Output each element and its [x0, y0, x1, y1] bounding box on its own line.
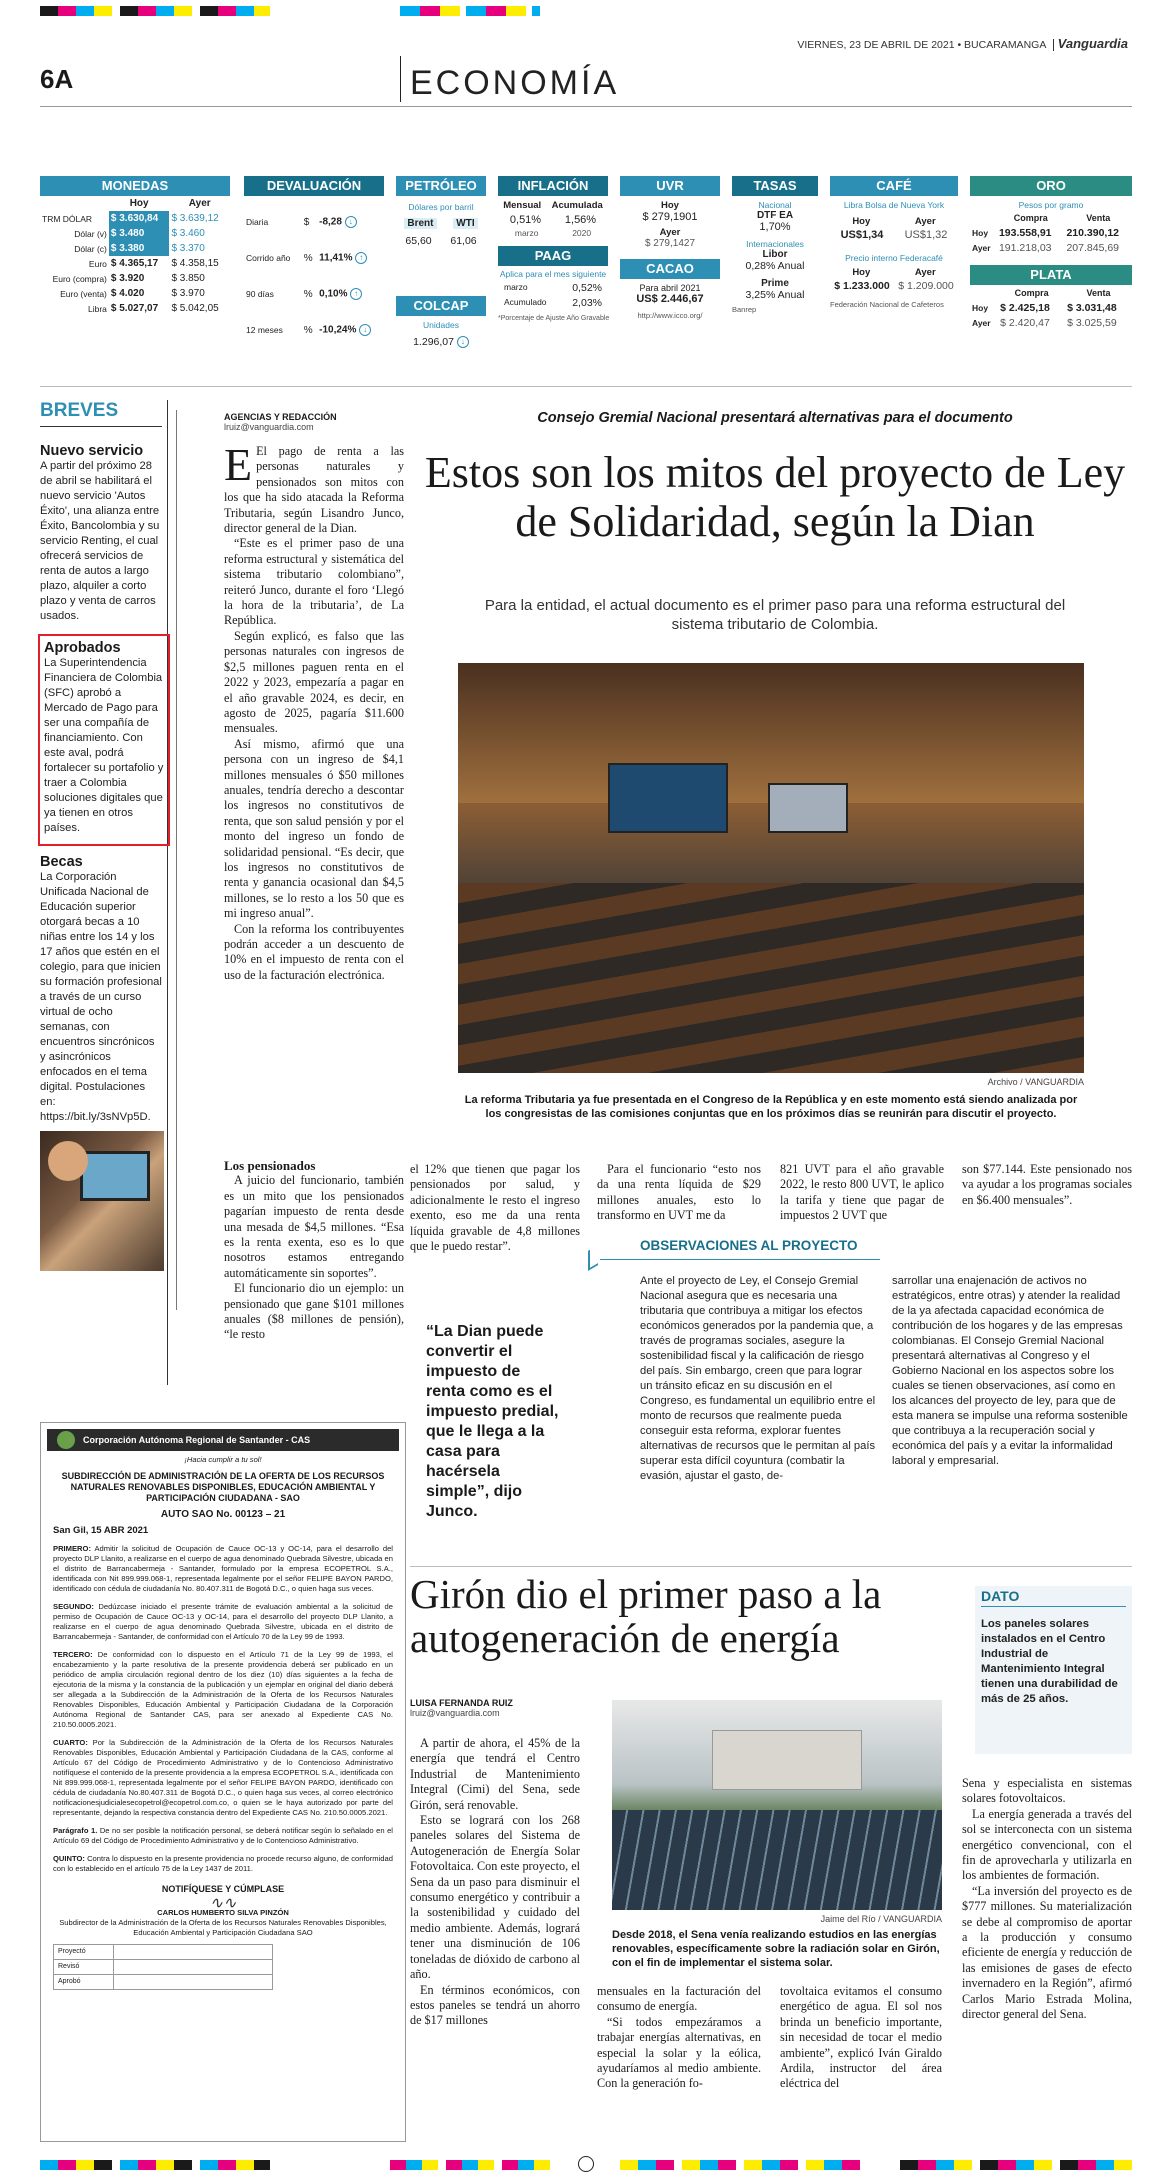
paragraph: Con la reforma los contribuyentes podrán acceder a un descuento de 10% en el impuesto de renta con el uso de la facturación electrónica.: [224, 921, 404, 982]
breves-body: A partir del próximo 28 de abril se habilitará el nuevo servicio 'Autos Éxito', una alianza entre Éxito, Bancolombia y su servicio Renting, el cual ofrecerá servicios de renta de autos a largo plazo, alquiler a corto plazo y venta de carros usados.: [40, 460, 160, 622]
row-ayer: $ 3.850: [171, 273, 205, 284]
dev-value-text: -10,24%: [319, 324, 357, 336]
dev-label: 90 días: [246, 289, 274, 299]
legal-para-text: Contra lo dispuesto en la presente providencia no procede recurso alguno, de conformidad con lo establecido en el artículo 75 de la Ley 1437 de 2011.: [53, 1854, 393, 1873]
paag-row1-value: 0,52%: [572, 282, 602, 294]
plata-title: PLATA: [970, 265, 1132, 285]
color-bar-bottom-right: [620, 2160, 860, 2170]
monedas-title: MONEDAS: [40, 176, 230, 196]
dev-unit: $: [303, 216, 310, 228]
arrow-down-icon: ↓: [359, 324, 371, 336]
color-bar-bottom-far: [900, 2160, 1132, 2170]
paragraph: mensuales en la facturación del consumo de energía.: [597, 1984, 761, 2014]
oro-ayer-compra: 191.218,03: [998, 241, 1052, 254]
subhead-pensionados: Los pensionados: [224, 1158, 316, 1173]
legal-title: SUBDIRECCIÓN DE ADMINISTRACIÓN DE LA OFERTA DE LOS RECURSOS NATURALES RENOVABLES DISPONIBLES, EDUCACIÓN AMBIENTAL Y PARTICIPACIÓN CIUDADANA - SAO: [61, 1471, 385, 1503]
dev-value: [317, 312, 384, 348]
lead-text: El pago de renta a las personas naturales y pensionados son mitos con los que ha sido atacada la Reforma Tributaria, según Lisandro Junco, director general de la Dian.: [224, 444, 404, 536]
byline-email: lruiz@vanguardia.com: [224, 422, 314, 432]
drop-cap: E: [224, 439, 253, 490]
row-ayer: $ 4.358,15: [171, 258, 219, 269]
arrow-down-icon: ↓: [457, 336, 469, 348]
row-ayer: $ 3.370: [171, 243, 205, 254]
paper-name: Vanguardia: [1057, 36, 1128, 51]
colcap-value: 1.296,07: [413, 336, 454, 348]
giron-rule: [410, 1566, 1132, 1567]
main-photo-caption: La reforma Tributaria ya fue presentada en el Congreso de la República y en este momento está siendo analizada por los congresistas de las comisiones conjuntas que en los próximos días se reunirán para discutir el proyecto.: [464, 1094, 1078, 1120]
paag-row2-value: 2,03%: [572, 297, 602, 309]
color-bar-bottom-left: [40, 2160, 270, 2170]
wti-label: WTI: [453, 218, 477, 229]
legal-closing: NOTIFÍQUESE Y CÚMPLASE: [161, 1884, 285, 1894]
signature: ∿∿: [209, 1893, 237, 1912]
main-col1: [224, 439, 404, 983]
legal-table-cell-blank: [114, 1975, 273, 1990]
inflacion-periodo1: marzo: [514, 228, 539, 238]
legal-table-cell: Revisó: [54, 1960, 114, 1975]
tasas-v3: 3,25% Anual: [745, 289, 805, 301]
row-ayer: $ 5.042,05: [171, 303, 219, 314]
plata-ayer-compra: $ 2.420,47: [1000, 316, 1050, 329]
petroleo-sub: Dólares por barril: [408, 202, 474, 212]
obs-title: OBSERVACIONES AL PROYECTO: [600, 1234, 880, 1260]
legal-auto: AUTO SAO No. 00123 – 21: [160, 1509, 286, 1520]
tasas-panel: [732, 176, 818, 368]
inflacion-mensual: 0,51%: [509, 214, 542, 226]
row-hoy: $ 4.020: [110, 288, 145, 299]
plata-venta: Venta: [1086, 287, 1111, 298]
main-deck: Para la entidad, el actual documento es el primer paso para una reforma estructural del sistema tributario de Colombia.: [484, 597, 1066, 633]
plata-compra: Compra: [1014, 287, 1049, 298]
row-ayer: $ 3.639,12: [171, 213, 219, 224]
paragraph: Así mismo, afirmó que una persona con un ingreso de $4,1 millones mensuales ó $50 millones anuales, tendría derecho a descontar los ingresos no constitutivos de renta, que son salud pensión y por el monto del ingreso un fondo de solidaridad pensional. “Es decir, que los ingresos no constitutivos de renta y ganancia ocasional dan $4,5 millones, se lo resto a los 50 que es mi ingreso anual”.: [224, 736, 404, 921]
legal-signer: CARLOS HUMBERTO SILVA PINZÓN: [157, 1908, 289, 1917]
plata-hoy-compra: $ 2.425,18: [1000, 301, 1050, 314]
legal-para: [53, 1544, 393, 1594]
obs-col1: Ante el proyecto de Ley, el Consejo Gremial Nacional asegura que es necesaria una tributaria que contribuya a mitigar los efectos económicos generados por la pandemia que, a través de programas sociales, asegure la sostenibilidad fiscal y la calificación de riesgo del país. Sin embargo, creen que para lograr un tránsito eficaz en su discusión en el Congreso, es fundamental un equilibrio entre el monto de recursos que realmente pueda conseguir esta reforma, explorar fuentes alternativas de recursos que le permitan al país superar esta difícil coyuntura (combatir la evasión, ajustar el gasto, de-: [640, 1275, 876, 1482]
legal-para: [53, 1826, 393, 1846]
wti-value: 61,06: [450, 235, 477, 247]
legal-para-label: CUARTO:: [53, 1738, 88, 1747]
paag-note: *Porcentaje de Ajuste Año Gravable: [498, 315, 610, 322]
color-bar-top-right: [400, 6, 540, 16]
main-photo-credit: Archivo / VANGUARDIA: [987, 1077, 1084, 1087]
dev-value-text: 11,41%: [319, 252, 353, 264]
giron-byline-name: LUISA FERNANDA RUIZ: [410, 1698, 513, 1708]
inflacion-col2: Acumulada: [551, 200, 603, 211]
cafe-ayer-label: Ayer: [914, 216, 936, 227]
giron-byline-email: lruiz@vanguardia.com: [410, 1708, 500, 1718]
main-col4: 821 UVT para el año gravable 2022, le resto 800 UVT, le aplico la tarifa y tiene que pagar de impuestos 2 UVT que: [780, 1162, 944, 1223]
legal-para-text: De no ser posible la notificación personal, se deberá notificar según lo señalado en el Artículo 69 del Código de Procedimiento Administrativo y de lo Contencioso Administrativo.: [53, 1826, 393, 1845]
legal-para-text: Admitir la solicitud de Ocupación de Cauce OC-13 y OC-14, para el desarrollo del proyecto DLP Llanito, a realizarse en el cuerpo de agua denominado Quebrada Silvestre, ubicada en el distrito de Barrancabermeja - Santander, formulado por la empresa ECOPETROL S.A., identificada con Nit 899.999.068-1, representada legalmente por el señor FELIPE BAYON PARDO, identificado con cédula de ciudadanía No. 80.407.311 de Bogotá D.C., o quien haga sus veces.: [53, 1544, 393, 1593]
markets-rule: [40, 386, 1132, 387]
cafe-sub2: Precio interno Federacafé: [845, 253, 943, 263]
row-label: Euro (venta): [60, 288, 107, 299]
legal-para-text: Dedúzcase iniciado el presente trámite de evaluación ambiental a la solicitud de permiso de Ocupación de Cauce OC-13 y OC-14, para el desarrollo del proyecto DLP Llanito, a realizarse en el cuerpo de agua denominado Quebrada Silvestre, ubicada en el distrito de Barrancabermeja - Santander, de conformidad con el Artículo 70 de la Ley 99 de 1993.: [53, 1602, 393, 1641]
row-hoy: $ 3.380: [109, 241, 170, 256]
legal-para-text: De conformidad con lo dispuesto en el Artículo 71 de la Ley 99 de 1993, el encabezamiento y la parte resolutiva de la presente providencia deberá ser publicado en un periódico de amplia circulación regional dentro de los diez (10) días siguientes a la fecha de ejecutoria de la misma y la constancia de la publicación y un ejemplar en original del diario deberá ser allegada a la Subdirección de la Administración de la Oferta de los Recursos Naturales Renovables Disponibles, Educación Ambiental y Participación Ciudadana de la Corporación Autónoma Regional de Santander CAS, para ser anexado al Expediente CAS No. 210.50.0005.2021.: [53, 1650, 393, 1729]
tasas-v2: 0,28% Anual: [745, 260, 805, 272]
row-label: TRM DÓLAR: [42, 213, 93, 224]
legal-table-cell-blank: [114, 1960, 273, 1975]
uvr-hoy: $ 279,1901: [642, 211, 698, 223]
uvr-panel: [620, 176, 720, 368]
tasas-v1: 1,70%: [759, 221, 791, 233]
uvr-ayer-label: Ayer: [659, 227, 681, 238]
plata-ayer-label: Ayer: [972, 317, 991, 328]
paragraph: “La inversión del proyecto es de $777 millones. Su materialización se debe al compromiso de aportar a la producción y consumo eficiente de energía y reducción de las emisiones de gases de efecto invernadero en la Región”, afirmó Carlos Mario Estrada Molina, director general del Sena.: [962, 1883, 1132, 2022]
main-byline: [224, 412, 337, 432]
paag-row2-label: Acumulado: [504, 297, 547, 307]
tasas-source: Banrep: [732, 305, 757, 314]
cafe-hoy-label2: Hoy: [852, 267, 871, 278]
date-text: VIERNES, 23 DE ABRIL DE 2021 • BUCARAMANGA: [797, 39, 1046, 51]
main-col2: el 12% que tienen que pagar los pensionados por salud, y adicionalmente le resto el ingreso exento, eso me da una renta líquida gravable de 4,8 millones que le puedo restar”.: [410, 1162, 580, 1254]
legal-table: [53, 1944, 273, 1990]
legal-para: [53, 1650, 393, 1730]
row-hoy: $ 3.630,84: [109, 211, 170, 226]
dev-value: [317, 204, 384, 240]
brent-label: Brent: [404, 218, 436, 229]
giron-headline: Girón dio el primer paso a la autogeneración de energía: [410, 1571, 882, 1661]
legal-org: Corporación Autónoma Regional de Santander - CAS: [83, 1435, 311, 1445]
oro-ayer-venta: 207.845,69: [1066, 241, 1120, 254]
dev-label: Corrido año: [246, 253, 291, 263]
congress-photo: [458, 663, 1084, 1073]
cafe-int-ayer: $ 1.209.000: [898, 280, 954, 292]
arrow-down-icon: ↓: [345, 216, 357, 228]
dev-value: [317, 240, 384, 276]
main-col3: Para el funcionario “esto nos da una renta líquida de $29 millones anuales, esto lo transformo en UVT me da: [597, 1162, 761, 1223]
breves-body: La Corporación Unificada Nacional de Educación superior otorgará becas a 10 niñas entre los 14 y los 17 años que estén en el colegio, para que inicien su formación profesional a través de un curso virtual de ocho semanas, con encuentros sincrónicos y asincrónicos enfocados en el tema digital. Postulaciones en: https://bit.ly/3sNVp5D.: [40, 871, 162, 1123]
row-label: Dólar (v): [74, 228, 107, 239]
colcap-sub: Unidades: [423, 320, 459, 330]
tasas-l5: Prime: [761, 278, 789, 289]
cacao-sub: Para abril 2021: [639, 283, 701, 293]
dev-unit: %: [303, 324, 313, 336]
dato-box: [975, 1586, 1132, 1754]
cafe-ny-ayer: US$1,32: [904, 229, 948, 241]
breves-heading: Aprobados: [44, 640, 121, 656]
dev-label: Diaria: [246, 217, 269, 227]
oro-hoy-label: Hoy: [972, 227, 989, 238]
brent-value: 65,60: [405, 235, 432, 247]
breves-heading: Becas: [40, 854, 83, 870]
paragraph: La energía generada a través del sol se interconecta con un sistema energético convencional, con el fin de aprovecharla y utilizarla en los ambientes de formación.: [962, 1806, 1132, 1883]
obs-bracket: [588, 1245, 598, 1271]
petroleo-title: PETRÓLEO: [396, 176, 486, 196]
dev-unit: %: [303, 252, 313, 264]
registration-mark-icon: [578, 2156, 594, 2172]
tasas-l4: Libor: [762, 249, 788, 260]
oro-ayer-label: Ayer: [972, 242, 991, 253]
breves-item: [40, 443, 162, 624]
giron-photo-caption: Desde 2018, el Sena venía realizando estudios en las energías renovables, específicamente sobre la radiación solar en Girón, con el fin de implementar el sistema solar.: [612, 1929, 940, 1969]
oro-venta: Venta: [1086, 212, 1111, 223]
byline-name: AGENCIAS Y REDACCIÓN: [224, 412, 337, 422]
uvr-title: UVR: [620, 176, 720, 196]
solar-photo: [612, 1700, 942, 1910]
paragraph: “Si todos empezáramos a trabajar energías alternativas, en especial la solar y la eólica, ayudaríamos al medio ambiente. Con la generación fo-: [597, 2014, 761, 2091]
paragraph: Esto se logrará con los 268 paneles solares del Sistema de Autogeneración de Energía Solar Fotovoltaica. Con este proyecto, el Sena da un paso para disminuir el consumo energético y contribuir a la sostenibilidad y cuidado del medio ambiente. Además, logrará tener una disminución de 106 toneladas de dióxido de carbono al año.: [410, 1813, 580, 1982]
obs-col2: sarrollar una enajenación de activos no estratégicos, entre otras) y atender la realidad de la ya afectada capacidad económica de contribución de los hogares y de las empresas colombianas. El Consejo Gremial Nacional presentará alternativas al Congreso y el Gobierno Nacional en los aspectos sobre los cuales se tienen observaciones, así como en los alcances del proyecto de ley, para que de esta manera se impulse una reforma sostenible que contribuya a la recuperación social y económica del país y a evitar la informalidad laboral y empresarial.: [892, 1275, 1128, 1467]
legal-notice: [40, 1422, 406, 2142]
giron-col2: [597, 1984, 761, 2092]
tasas-l3: Internacionales: [746, 239, 804, 249]
inflacion-title: INFLACIÓN: [498, 176, 608, 196]
breves-sidebar: [40, 400, 168, 1385]
tasas-l1: Nacional: [758, 200, 792, 210]
giron-photo-credit: Jaime del Río / VANGUARDIA: [820, 1914, 942, 1924]
giron-col1: [410, 1736, 580, 2029]
paag-title: PAAG: [498, 246, 608, 266]
legal-para-label: Parágrafo 1.: [53, 1826, 98, 1835]
giron-col3: tovoltaica evitamos el consumo energético de agua. El sol nos brinda un beneficio importante, sin necesidad de tocar el medio ambiente”, explicó Iván Giraldo Ardila, instructor del área eléctrica del: [780, 1984, 942, 2091]
legal-para: [53, 1602, 393, 1642]
dev-label: 12 meses: [246, 325, 283, 335]
legal-para: [53, 1854, 393, 1874]
row-label: Libra: [87, 303, 107, 314]
petroleo-panel: [396, 176, 486, 286]
cafe-hoy-label: Hoy: [852, 216, 871, 227]
cafe-sub1: Libra Bolsa de Nueva York: [843, 200, 945, 210]
paragraph: Sena y especialista en sistemas solares fotovoltaicos.: [962, 1776, 1132, 1806]
row-label: Dólar (c): [74, 243, 107, 254]
paragraph: A juicio del funcionario, también es un mito que los pensionados pagarían impuesto de renta desde una mesada de $4,5 millones. “Esa es la renta exenta, eso es lo que nosotros estamos entregando automáticamente sin soportes”.: [224, 1173, 404, 1280]
dato-body: Los paneles solares instalados en el Centro Industrial de Mantenimiento Integral tienen una durabilidad de más de 25 años.: [981, 1618, 1118, 1705]
paag-row1-label: marzo: [504, 282, 528, 292]
main-headline: Estos son los mitos del proyecto de Ley de Solidaridad, según la Dian: [424, 448, 1126, 546]
oro-title: ORO: [970, 176, 1132, 196]
col-ayer: Ayer: [188, 198, 211, 209]
breves-body: La Superintendencia Financiera de Colombia (SFC) aprobó a Mercado de Pago para ser una compañía de financiamiento. Con este aval, podrá fortalecer su portafolio y traer a Colombia soluciones digitales que ya tienen en otros países.: [44, 657, 164, 834]
uvr-ayer: $ 279,1427: [644, 238, 696, 249]
paragraph: En términos económicos, con estos paneles se tendrá un ahorro de $17 millones: [410, 1982, 580, 2028]
arrow-up-icon: ↑: [355, 252, 367, 264]
inflacion-periodo2: 2020: [572, 228, 592, 238]
pull-quote: “La Dian puede convertir el impuesto de renta como es el impuesto predial, que le llega a la casa para hacérsela simple”, dijo Junco.: [426, 1323, 559, 1520]
colcap-title: COLCAP: [396, 296, 486, 316]
row-hoy: $ 3.920: [110, 273, 145, 284]
legal-para-label: PRIMERO:: [53, 1544, 91, 1553]
section-title: ECONOMÍA: [410, 64, 620, 102]
breves-item-highlighted: [38, 634, 170, 846]
cafe-ny-hoy: US$1,34: [840, 229, 884, 241]
color-bar-bottom-mid: [390, 2160, 550, 2170]
dev-value-text: 0,10%: [319, 288, 348, 300]
breves-item: [40, 854, 162, 1125]
tasas-l2: DTF EA: [756, 210, 794, 221]
oro-compra: Compra: [1013, 212, 1048, 223]
date-line: [797, 36, 1128, 51]
devaluacion-title: DEVALUACIÓN: [244, 176, 384, 196]
cafe-panel: [830, 176, 958, 368]
plata-hoy-venta: $ 3.031,48: [1067, 301, 1117, 314]
row-label: Euro (compra): [52, 273, 107, 284]
paragraph: El funcionario dio un ejemplo: un pensionado que gane $101 millones anuales ($8 millones de pensión), “le resto: [224, 1281, 404, 1342]
observaciones-box: [600, 1234, 1132, 1552]
paag-sub: Aplica para el mes siguiente: [499, 269, 607, 279]
monedas-panel: [40, 176, 230, 368]
devaluacion-panel: [244, 176, 384, 368]
oro-sub: Pesos por gramo: [1018, 200, 1084, 210]
cas-logo-icon: [57, 1431, 75, 1449]
paragraph: “Este es el primer paso de una reforma estructural y sistemática del sistema tributario colombiano”, reiteró Junco, durante el foro ‘Llegó la hora de la tributaria’, de La República.: [224, 536, 404, 628]
breves-heading: Nuevo servicio: [40, 443, 144, 459]
main-col1b: [224, 1158, 404, 1343]
uvr-hoy-label: Hoy: [661, 200, 679, 211]
legal-slogan: ¡Hacia cumplir a tu sol!: [184, 1455, 262, 1464]
paragraph-lead: [224, 439, 404, 536]
arrow-up-icon: ↑: [350, 288, 362, 300]
plata-ayer-venta: $ 3.025,59: [1067, 316, 1117, 329]
row-label: Euro: [88, 258, 107, 269]
cafe-int-hoy: $ 1.233.000: [834, 280, 890, 292]
cacao-value: US$ 2.446,67: [636, 293, 704, 305]
oro-hoy-venta: 210.390,12: [1066, 226, 1120, 239]
legal-header-bar: [47, 1429, 399, 1451]
inflacion-col1: Mensual: [503, 200, 542, 211]
page-number: 6A: [40, 64, 74, 94]
cafe-ayer-label2: Ayer: [914, 267, 936, 278]
paragraph: A partir de ahora, el 45% de la energía que tendrá el Centro Industrial de Mantenimiento Integral (Cimi) del Sena, sede Girón, será renovable.: [410, 1736, 580, 1812]
cafe-title: CAFÉ: [830, 176, 958, 196]
oro-panel: [970, 176, 1132, 368]
legal-date: San Gil, 15 ABR 2021: [53, 1525, 149, 1536]
cacao-source: http://www.icco.org/: [637, 311, 703, 320]
breves-title: BREVES: [40, 400, 162, 427]
giron-byline: [410, 1698, 513, 1718]
legal-signer-role: Subdirector de la Administración de la Oferta de los Recursos Naturales Renovables Disponibles, Educación Ambiental y Participación Ciudadana SAO: [59, 1918, 387, 1937]
byline-bracket: [176, 410, 182, 1310]
legal-table-cell: Proyectó: [54, 1945, 114, 1960]
row-ayer: $ 3.970: [171, 288, 205, 299]
row-hoy: $ 3.480: [109, 226, 170, 241]
cafe-source: Federación Nacional de Cafeteros: [830, 300, 944, 309]
oro-hoy-compra: 193.558,91: [998, 226, 1052, 239]
paragraph: Según explicó, es falso que las personas naturales con ingresos de $2,5 millones paguen renta en el 2022 y 2023, empezaría a pagar en el año gravable 2024, es decir, en agosto de 2025, pagaría $11.600 mensuales.: [224, 628, 404, 736]
row-ayer: $ 3.460: [171, 228, 205, 239]
plata-hoy-label: Hoy: [972, 302, 989, 313]
legal-para-text: Por la Subdirección de la Administración de la Oferta de los Recursos Naturales Renovables Disponibles, Educación Ambiental y Participación Ciudadana de la CAS, conforme al Artículo 67 del Código de Procedimiento Administrativo y de lo Contencioso Administrativo notifíquese el contenido de la presente providencia a la empresa ECOPETROL S.A., identificada con Nit 899.999.068-1, representada legalmente por el señor FELIPE BAYON PARDO, identificado con cédula de ciudadanía No.80.407.311 de Bogotá D.C., o quien haga sus veces, al correo electrónico notificacionesjudicialesecopetrol@ecopetrol.com.co, o quien se le haya autorizado por parte del representante, dejando la respectiva constancia dentro del Expediente CAS No. 210.50.0005.2021.: [53, 1738, 393, 1817]
header-rule: [40, 106, 1132, 107]
header-divider: [400, 56, 401, 102]
dev-unit: %: [303, 288, 313, 300]
row-hoy: $ 4.365,17: [110, 258, 159, 269]
legal-para: [53, 1738, 393, 1818]
legal-para-label: SEGUNDO:: [53, 1602, 94, 1611]
colcap-panel: [396, 296, 486, 368]
inflacion-panel: [498, 176, 608, 368]
tasas-title: TASAS: [732, 176, 818, 196]
giron-col4: [962, 1776, 1132, 2023]
inflacion-acumulada: 1,56%: [564, 214, 597, 226]
dato-title: DATO: [981, 1586, 1126, 1607]
legal-table-cell: Aprobó: [54, 1975, 114, 1990]
col-hoy: Hoy: [129, 198, 149, 209]
legal-table-cell-blank: [114, 1945, 273, 1960]
dev-value: [317, 276, 384, 312]
color-bar-top-left: [40, 6, 270, 16]
legal-para-label: QUINTO:: [53, 1854, 85, 1863]
dev-value-text: -8,28: [319, 216, 342, 228]
kicker: Consejo Gremial Nacional presentará alternativas para el documento: [537, 410, 1013, 426]
main-col5: son $77.144. Este pensionado nos va ayudar a los programas sociales en $6.400 mensuales”.: [962, 1162, 1132, 1207]
becas-photo: [40, 1131, 164, 1271]
cacao-title: CACAO: [620, 259, 720, 279]
legal-para-label: TERCERO:: [53, 1650, 93, 1659]
row-hoy: $ 5.027,07: [110, 303, 159, 314]
